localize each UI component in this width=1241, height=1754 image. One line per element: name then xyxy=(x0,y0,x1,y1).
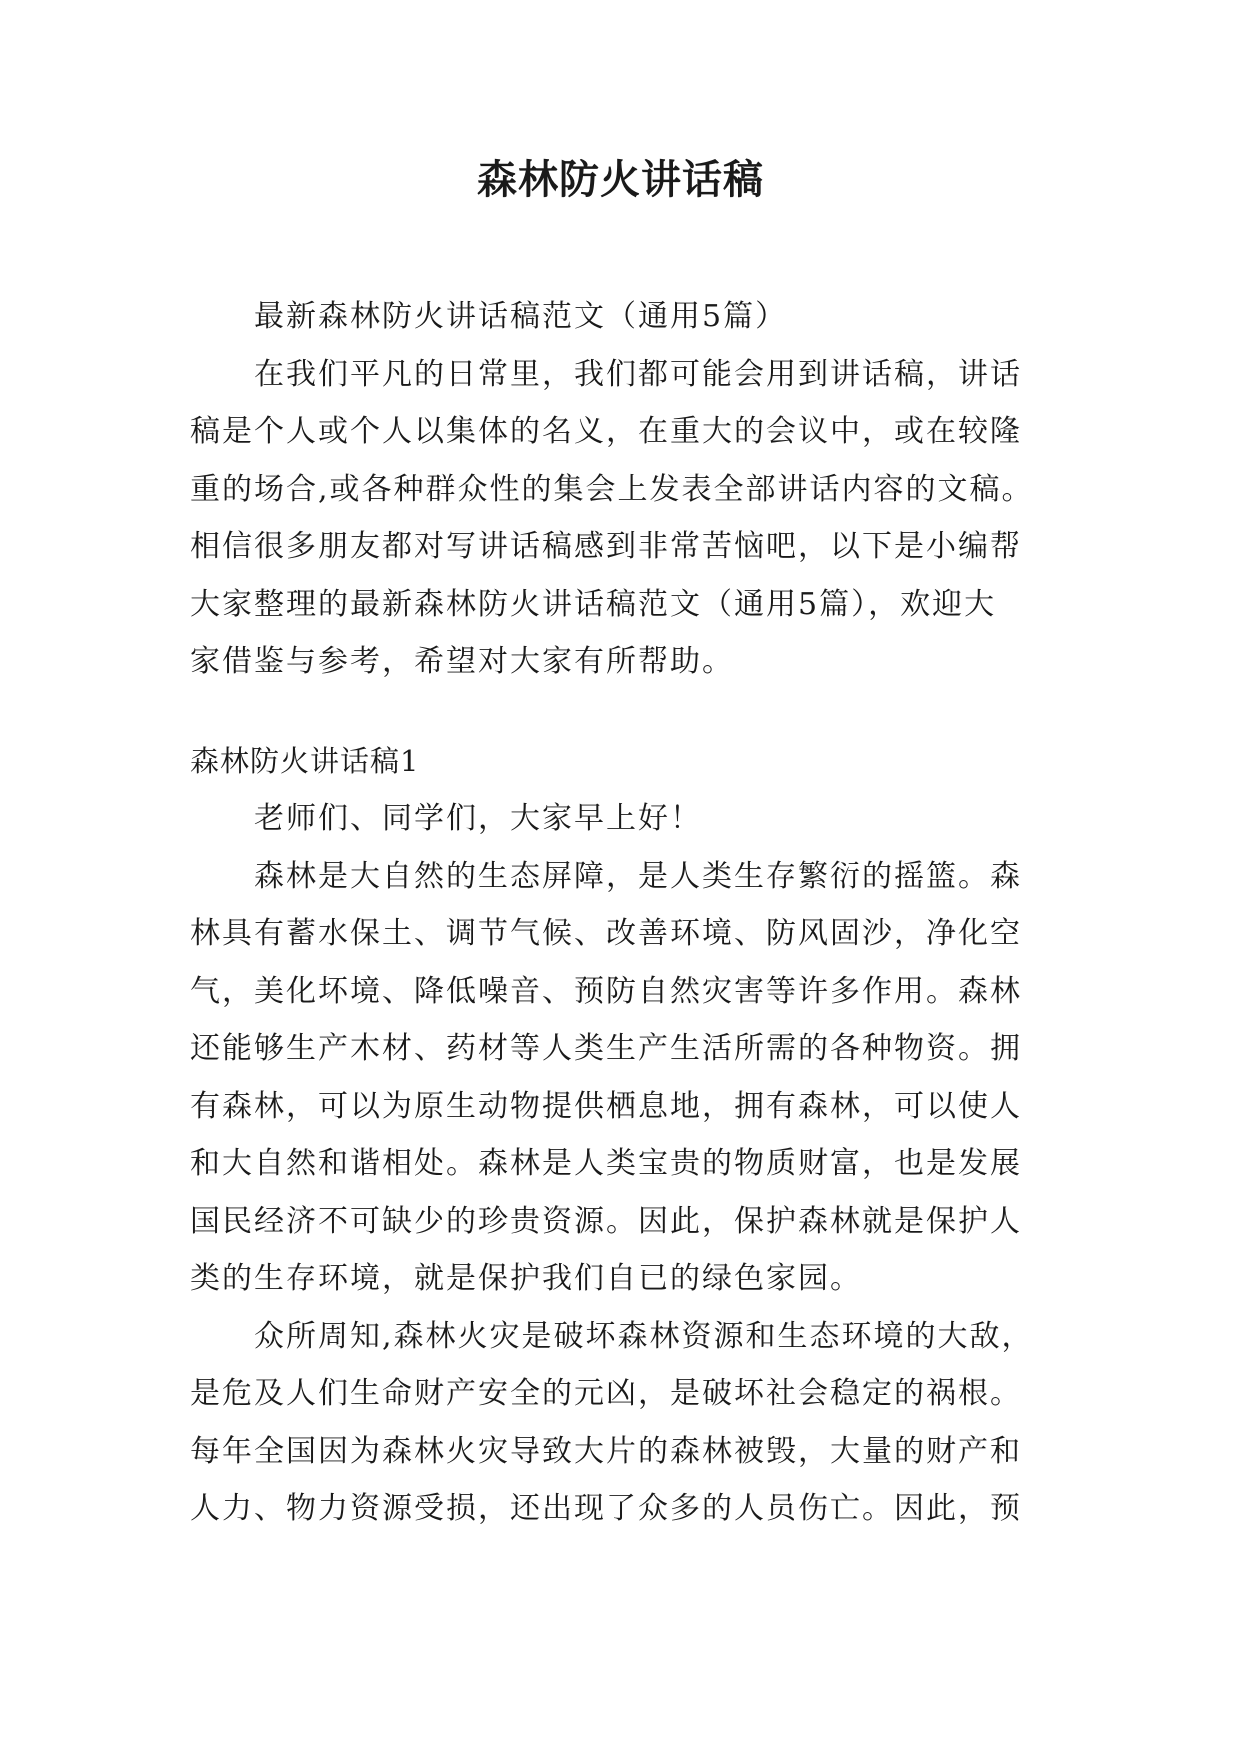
paragraph-line: 国民经济不可缺少的珍贵资源。因此，保护森林就是保护人 xyxy=(190,1203,1022,1239)
paragraph-line: 是危及人们生命财产安全的元凶，是破坏社会稳定的祸根。 xyxy=(190,1376,1022,1411)
intro-line: 在我们平凡的日常里，我们都可能会用到讲话稿，讲话 xyxy=(254,356,1022,392)
intro-line: 家借鉴与参考，希望对大家有所帮助。 xyxy=(190,644,734,679)
paragraph-line: 人力、物力资源受损，还出现了众多的人员伤亡。因此，预 xyxy=(190,1491,1022,1526)
intro-line: 相信很多朋友都对写讲话稿感到非常苦恼吧，以下是小编帮 xyxy=(190,529,1022,564)
greeting-line: 老师们、同学们，大家早上好！ xyxy=(254,801,702,836)
paragraph-line: 林具有蓄水保土、调节气候、改善环境、防风固沙，净化空 xyxy=(190,916,1022,951)
paragraph-line: 和大自然和谐相处。森林是人类宝贵的物质财富，也是发展 xyxy=(190,1146,1022,1181)
intro-paragraph xyxy=(190,346,1050,691)
paragraph-line: 还能够生产木材、药材等人类生产生活所需的各种物资。拥 xyxy=(190,1031,1022,1066)
paragraph-line: 众所周知,森林火灾是破坏森林资源和生态环境的大敌， xyxy=(254,1318,1034,1354)
page-title: 森林防火讲话稿 xyxy=(477,157,764,203)
section-heading: 森林防火讲话稿1 xyxy=(190,743,420,778)
intro-line: 重的场合,或各种群众性的集会上发表全部讲话内容的文稿。 xyxy=(190,471,1034,507)
section-spacer xyxy=(190,691,1050,733)
paragraph-line: 森林是大自然的生态屏障，是人类生存繁衍的摇篮。森 xyxy=(254,858,1022,894)
paragraph-line: 类的生存环境，就是保护我们自已的绿色家园。 xyxy=(190,1261,862,1296)
intro-line: 稿是个人或个人以集体的名义，在重大的会议中，或在较隆 xyxy=(190,414,1022,449)
paragraph-forest-importance xyxy=(190,848,1050,1308)
paragraph-line: 有森林，可以为原生动物提供栖息地，拥有森林，可以使人 xyxy=(190,1088,1022,1124)
paragraph-forest-fire xyxy=(190,1308,1050,1538)
document-subtitle: 最新森林防火讲话稿范文（通用5篇） xyxy=(254,299,788,334)
paragraph-line: 每年全国因为森林火灾导致大片的森林被毁，大量的财产和 xyxy=(190,1433,1022,1469)
intro-line: 大家整理的最新森林防火讲话稿范文（通用5篇），欢迎大 xyxy=(190,586,997,622)
paragraph-line: 气，美化坏境、降低噪音、预防自然灾害等许多作用。森林 xyxy=(190,973,1022,1009)
document-body xyxy=(190,288,1050,1538)
